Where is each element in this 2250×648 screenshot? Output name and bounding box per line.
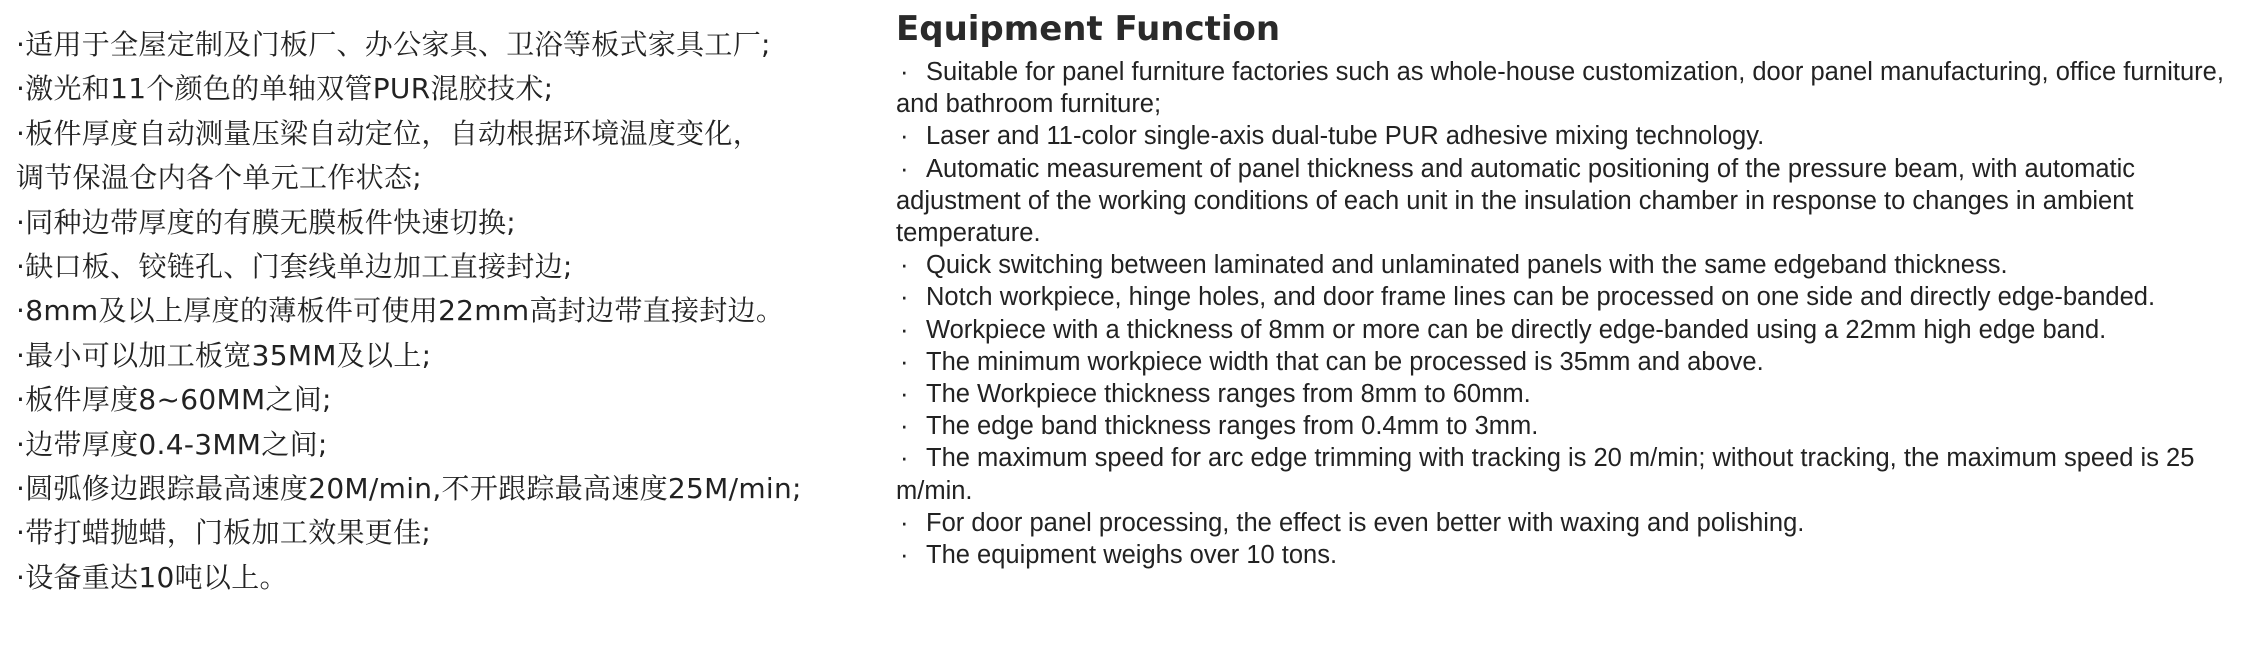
bullet-dot: ·: [900, 58, 909, 86]
en-feature-item: [896, 120, 2236, 152]
bullet-dot: ·: [900, 347, 909, 376]
en-feature-item: [896, 281, 2236, 313]
cn-feature-line: ·板件厚度8~60MM之间;: [16, 383, 332, 417]
cn-feature-line: ·圆弧修边跟踪最高速度20M/min,不开跟踪最高速度25M/min;: [16, 471, 802, 505]
cn-feature-line: ·激光和11个颜色的单轴双管PUR混胶技术;: [16, 72, 554, 106]
bullet-dot: ·: [900, 380, 909, 409]
en-feature-text: Workpiece with a thickness of 8mm or more can be directly edge-banded using a 22mm high edge band.: [926, 315, 2107, 344]
en-feature-text: Quick switching between laminated and unlaminated panels with the same edgeband thickness.: [926, 251, 2008, 280]
en-feature-item: [896, 56, 2236, 120]
cn-feature-line: ·适用于全屋定制及门板厂、办公家具、卫浴等板式家具工厂;: [16, 28, 771, 61]
cn-feature-line: ·板件厚度自动测量压梁自动定位，自动根据环境温度变化，: [16, 116, 762, 150]
en-feature-text: The minimum workpiece width that can be processed is 35mm and above.: [926, 347, 1764, 376]
cn-feature-line: ·同种边带厚度的有膜无膜板件快速切换;: [16, 205, 517, 239]
bullet-dot: ·: [900, 541, 909, 570]
en-feature-item: [896, 410, 2236, 442]
en-feature-text: The equipment weighs over 10 tons.: [926, 541, 1338, 570]
bullet-dot: ·: [900, 154, 909, 183]
en-feature-item: [896, 346, 2236, 378]
en-feature-item: [896, 314, 2236, 346]
cn-feature-line: ·带打蜡抛蜡，门板加工效果更佳;: [16, 516, 432, 550]
en-feature-item: [896, 442, 2236, 506]
cn-feature-line: 调节保温仓内各个单元工作状态;: [16, 161, 422, 195]
en-feature-text: The Workpiece thickness ranges from 8mm to 60mm.: [926, 380, 1531, 409]
en-feature-item: [896, 539, 2236, 571]
english-section: [896, 6, 2236, 571]
en-feature-text: The maximum speed for arc edge trimming with tracking is 20 m/min; without tracking, the maximum speed is 25 m/min.: [896, 444, 2195, 505]
bullet-dot: ·: [900, 444, 909, 473]
en-feature-item: [896, 249, 2236, 281]
bullet-dot: ·: [900, 315, 909, 344]
bullet-dot: ·: [900, 508, 909, 537]
en-feature-item: [896, 378, 2236, 410]
en-feature-text: Notch workpiece, hinge holes, and door frame lines can be processed on one side and directly edge-banded.: [926, 283, 2156, 312]
cn-feature-line: ·边带厚度0.4-3MM之间;: [16, 427, 328, 461]
en-feature-text: Laser and 11-color single-axis dual-tube PUR adhesive mixing technology.: [926, 122, 1765, 151]
en-feature-text: Suitable for panel furniture factories such as whole-house customization, door panel manufacturing, office furniture, and bathroom furniture;: [896, 58, 2224, 119]
bullet-dot: ·: [900, 251, 909, 280]
cn-feature-line: ·设备重达10吨以上。: [16, 560, 288, 594]
en-feature-text: For door panel processing, the effect is even better with waxing and polishing.: [926, 508, 1805, 537]
en-feature-text: The edge band thickness ranges from 0.4mm to 3mm.: [926, 412, 1539, 441]
section-title: Equipment Function: [896, 9, 1281, 49]
en-feature-item: [896, 507, 2236, 539]
en-feature-text: Automatic measurement of panel thickness and automatic positioning of the pressure beam, with automatic adjustment of the working conditions of each unit in the insulation chamber in response to changes in ambient temperature.: [896, 154, 2136, 248]
bullet-dot: ·: [900, 283, 909, 312]
cn-feature-line: ·8mm及以上厚度的薄板件可使用22mm高封边带直接封边。: [16, 294, 785, 328]
bullet-dot: ·: [900, 412, 909, 441]
chinese-feature-list: [16, 23, 896, 600]
cn-feature-line: ·最小可以加工板宽35MM及以上;: [16, 338, 432, 372]
en-feature-item: [896, 153, 2236, 250]
english-feature-list: [896, 56, 2236, 571]
bullet-dot: ·: [900, 122, 909, 151]
cn-feature-line: ·缺口板、铰链孔、门套线单边加工直接封边;: [16, 249, 573, 283]
